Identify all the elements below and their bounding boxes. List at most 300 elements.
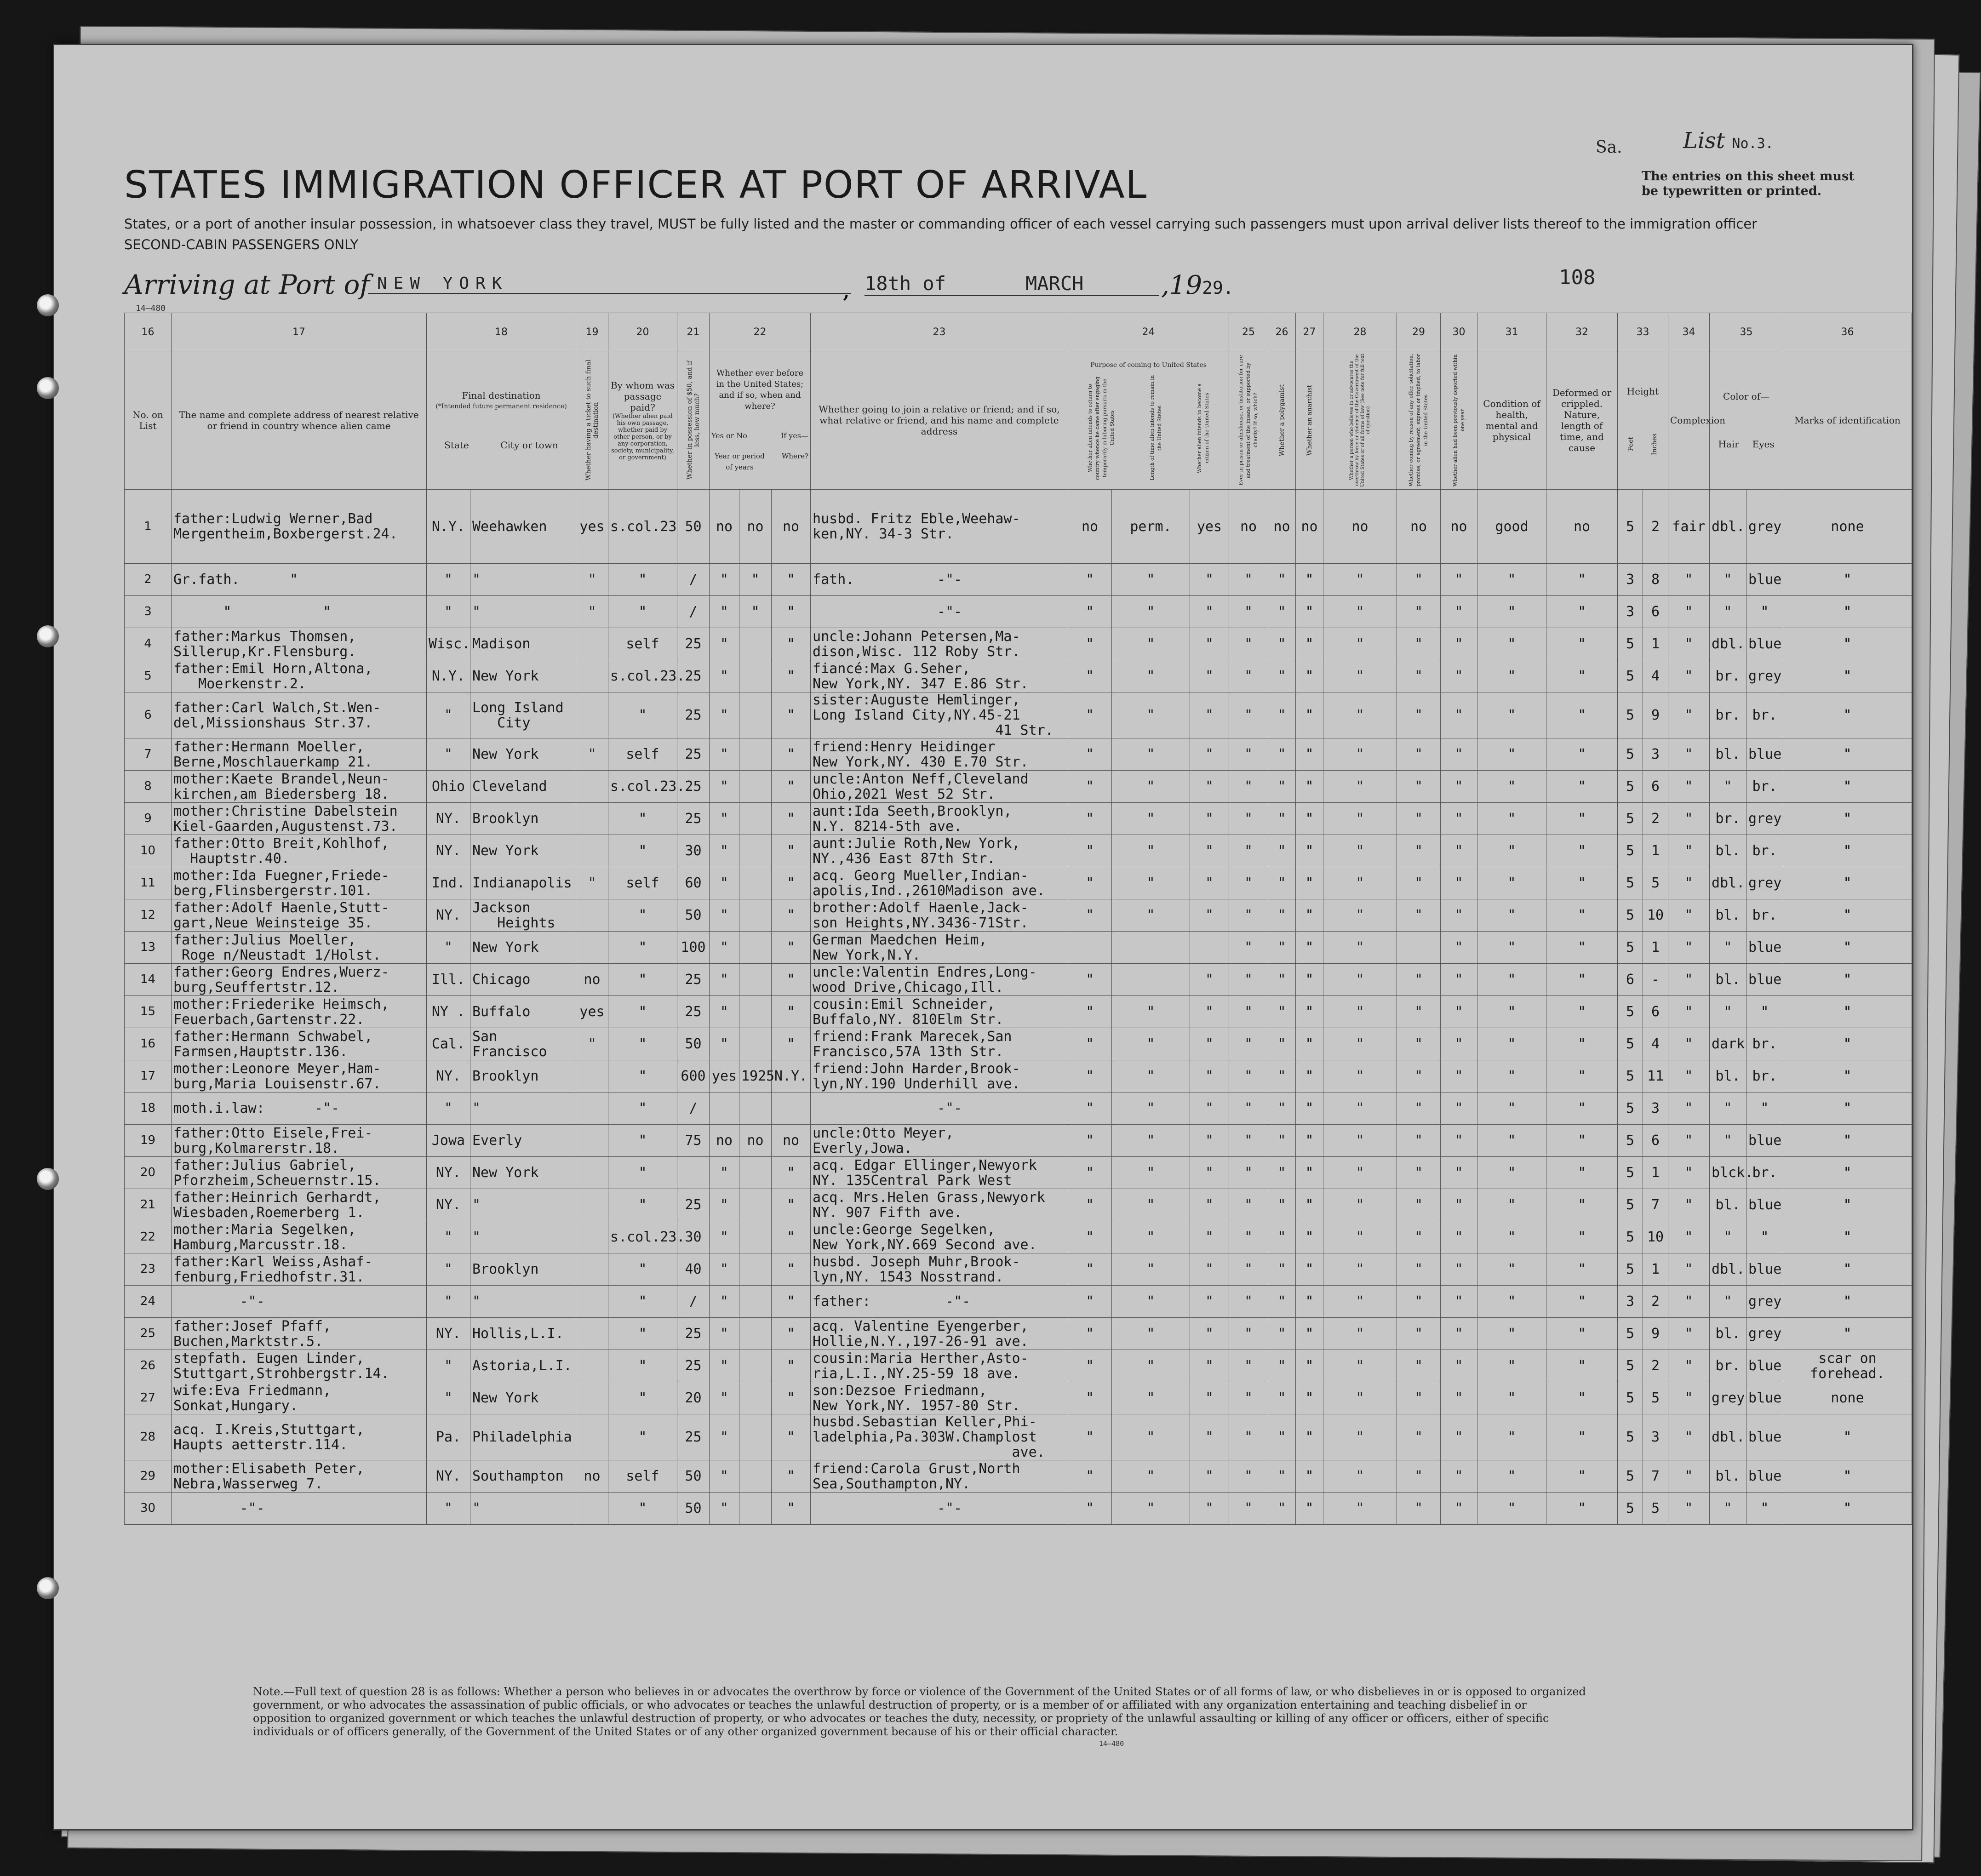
before-in-us-cell: " (710, 867, 739, 899)
inches-cell: 6 (1643, 771, 1668, 803)
passage-paid-cell: " (608, 1125, 677, 1157)
joining-cell: acq. Valentine Eyengerber, Hollie,N.Y.,197-26-91 ave. (811, 1318, 1068, 1350)
ticket-cell: yes (576, 490, 608, 564)
prison-cell: " (1229, 835, 1268, 867)
anarchist-label: Whether an anarchist (1305, 384, 1313, 456)
feet-cell: 5 (1618, 1350, 1643, 1382)
labor-offer-cell: " (1397, 660, 1441, 692)
prison-cell: " (1229, 1460, 1268, 1493)
complexion-cell: " (1668, 803, 1710, 835)
complexion-cell: " (1668, 1318, 1710, 1350)
citizen-intent-cell: " (1190, 1460, 1229, 1493)
deported-cell: " (1441, 564, 1477, 596)
marks-cell: " (1783, 1125, 1912, 1157)
header-marks: Marks of identification (1783, 351, 1912, 490)
return-intent-cell: " (1068, 692, 1112, 738)
binder-hole (37, 625, 59, 647)
table-row (125, 932, 1912, 964)
marks-cell: " (1783, 596, 1912, 628)
prison-cell: " (1229, 1382, 1268, 1414)
feet-cell: 5 (1618, 1318, 1643, 1350)
deformed-cell: " (1546, 1189, 1618, 1221)
money-cell: 75 (677, 1125, 710, 1157)
eyes-cell: br. (1746, 1060, 1783, 1092)
passage-paid-cell: " (608, 1286, 677, 1318)
ticket-cell (576, 835, 608, 867)
city-cell: New York (470, 835, 576, 867)
health-cell: " (1477, 1460, 1546, 1493)
anarchist-cell: " (1296, 899, 1323, 932)
overthrow-label: Whether a person who believes in or advocates the overthrow by force or violence of the Government of the United States or of all forms of law (See note for full text of question) (1349, 354, 1371, 487)
joining-cell: -"- (811, 1493, 1068, 1525)
health-cell: " (1477, 835, 1546, 867)
relative-cell: father:Otto Breit,Kohlhof, Hauptstr.40. (172, 835, 427, 867)
feet-cell: 5 (1618, 1028, 1643, 1060)
overthrow-cell: " (1323, 867, 1397, 899)
return-intent-cell: " (1068, 1125, 1112, 1157)
marks-cell: " (1783, 1189, 1912, 1221)
polygamist-cell: " (1268, 564, 1296, 596)
where-cell: " (772, 596, 811, 628)
state-cell: Ill. (427, 964, 470, 996)
before-in-us-cell: " (710, 1493, 739, 1525)
overthrow-cell: " (1323, 964, 1397, 996)
port-value: NEW YORK (368, 274, 851, 294)
anarchist-cell: " (1296, 835, 1323, 867)
city-cell: Brooklyn (470, 1060, 576, 1092)
where-cell: " (772, 867, 811, 899)
deformed-cell: " (1546, 1350, 1618, 1382)
row-number: 4 (125, 628, 172, 660)
period-cell (739, 1460, 772, 1493)
relative-cell: father:Emil Horn,Altona, Moerkenstr.2. (172, 660, 427, 692)
ticket-cell: no (576, 964, 608, 996)
complexion-cell: " (1668, 1460, 1710, 1493)
header-if-yes: If yes— (780, 431, 809, 440)
state-cell: NY. (427, 803, 470, 835)
anarchist-cell: " (1296, 564, 1323, 596)
table-row (125, 1157, 1912, 1189)
citizen-intent-cell: " (1190, 1382, 1229, 1414)
relative-cell: father:Karl Weiss,Ashaf- fenburg,Friedhofstr.31. (172, 1253, 427, 1286)
eyes-cell: br. (1746, 1028, 1783, 1060)
deformed-cell: " (1546, 867, 1618, 899)
polygamist-cell: " (1268, 1318, 1296, 1350)
hair-cell: dbl. (1710, 1253, 1746, 1286)
table-row (125, 1460, 1912, 1493)
state-cell: Cal. (427, 1028, 470, 1060)
return-intent-cell: " (1068, 1221, 1112, 1253)
eyes-cell: grey (1746, 1318, 1783, 1350)
separator: , (842, 276, 850, 303)
city-cell: " (470, 1286, 576, 1318)
passage-paid-cell: " (608, 964, 677, 996)
anarchist-cell: " (1296, 1157, 1323, 1189)
row-number: 18 (125, 1092, 172, 1125)
period-cell (739, 1382, 772, 1414)
deformed-cell: " (1546, 771, 1618, 803)
polygamist-cell: no (1268, 490, 1296, 564)
inches-cell: 10 (1643, 1221, 1668, 1253)
header-eyes: Eyes (1752, 439, 1775, 450)
deported-cell: " (1441, 628, 1477, 660)
city-cell: " (470, 1092, 576, 1125)
hair-cell: bl. (1710, 835, 1746, 867)
relative-cell: father:Julius Moeller, Roge n/Neustadt 1/Holst. (172, 932, 427, 964)
period-cell (739, 1318, 772, 1350)
state-cell: " (427, 1253, 470, 1286)
health-cell: " (1477, 1189, 1546, 1221)
city-cell: Southampton (470, 1460, 576, 1493)
polygamist-cell: " (1268, 1460, 1296, 1493)
complexion-cell: " (1668, 738, 1710, 771)
feet-cell: 3 (1618, 564, 1643, 596)
deported-cell: " (1441, 803, 1477, 835)
citizen-intent-cell: " (1190, 660, 1229, 692)
final-destination-label: Final destination (462, 390, 541, 401)
return-intent-cell: " (1068, 738, 1112, 771)
complexion-cell: " (1668, 1189, 1710, 1221)
period-cell: no (739, 490, 772, 564)
table-row (125, 1253, 1912, 1286)
labor-offer-cell: no (1397, 490, 1441, 564)
eyes-cell: grey (1746, 803, 1783, 835)
citizen-intent-cell: " (1190, 899, 1229, 932)
polygamist-cell: " (1268, 1221, 1296, 1253)
labor-offer-cell: " (1397, 738, 1441, 771)
labor-offer-cell: " (1397, 1350, 1441, 1382)
passage-paid-cell: self (608, 1460, 677, 1493)
city-cell: Madison (470, 628, 576, 660)
column-number: 19 (576, 313, 608, 351)
row-number: 15 (125, 996, 172, 1028)
relative-cell: wife:Eva Friedmann, Sonkat,Hungary. (172, 1382, 427, 1414)
header-polygamist (1268, 351, 1296, 490)
complexion-cell: " (1668, 835, 1710, 867)
period-cell: " (739, 564, 772, 596)
feet-cell: 5 (1618, 490, 1643, 564)
anarchist-cell: " (1296, 803, 1323, 835)
polygamist-cell: " (1268, 1092, 1296, 1125)
deformed-cell: " (1546, 1157, 1618, 1189)
before-in-us-cell: " (710, 738, 739, 771)
passage-paid-cell: " (608, 1382, 677, 1414)
row-number: 8 (125, 771, 172, 803)
citizen-intent-cell: " (1190, 1318, 1229, 1350)
length-of-stay-cell: " (1112, 1092, 1190, 1125)
prison-cell: " (1229, 867, 1268, 899)
hair-cell: bl. (1710, 1318, 1746, 1350)
anarchist-cell: " (1296, 1493, 1323, 1525)
citizen-intent-cell: " (1190, 738, 1229, 771)
table-row (125, 660, 1912, 692)
relative-cell: father:Markus Thomsen, Sillerup,Kr.Flensburg. (172, 628, 427, 660)
health-cell: " (1477, 1221, 1546, 1253)
money-cell: 25 (677, 771, 710, 803)
deformed-cell: " (1546, 692, 1618, 738)
inches-cell: 1 (1643, 932, 1668, 964)
eyes-cell: " (1746, 1092, 1783, 1125)
length-of-stay-cell: " (1112, 1350, 1190, 1382)
state-cell: Jowa (427, 1125, 470, 1157)
joining-cell: uncle:George Segelken, New York,NY.669 Second ave. (811, 1221, 1068, 1253)
return-intent-cell: " (1068, 596, 1112, 628)
ticket-cell (576, 628, 608, 660)
labor-offer-cell: " (1397, 1414, 1441, 1460)
deformed-cell: " (1546, 564, 1618, 596)
ticket-cell (576, 1382, 608, 1414)
inches-cell: 2 (1643, 803, 1668, 835)
return-intent-cell: " (1068, 899, 1112, 932)
money-cell: 30 (677, 1221, 710, 1253)
prison-cell: " (1229, 1092, 1268, 1125)
polygamist-cell: " (1268, 628, 1296, 660)
column-number: 36 (1783, 313, 1912, 351)
prison-cell: " (1229, 738, 1268, 771)
citizen-intent-label: Whether alien intends to become a citizen of the United States (1196, 383, 1210, 473)
footnote: Note.—Full text of question 28 is as follows: Whether a person who believes in or advocates the overthrow by force or violence of the Government of the United States or of all forms of law, or who disbelieves in or is opposed to organized government, or who advocates the assassination of public officials, or who advocates or teaches the unlawful destruction of property, or is a member of or affiliated with any organization entertaining and teaching disbelief in or opposition to organized government or which teaches the unlawful destruction of property, or who advocates or teaches the duty, necessity, or propriety of the unlawful assaulting or killing of any officer or officers, either of specific individuals or of officers generally, of the Government of the United States or of any other organized government because of his or their official character. (253, 1685, 1586, 1738)
passage-paid-cell: self (608, 738, 677, 771)
overthrow-cell: " (1323, 803, 1397, 835)
hair-cell: br. (1710, 803, 1746, 835)
state-cell: NY. (427, 1460, 470, 1493)
health-cell: " (1477, 596, 1546, 628)
city-cell: Jackson Heights (470, 899, 576, 932)
row-number: 25 (125, 1318, 172, 1350)
prison-cell: " (1229, 1060, 1268, 1092)
deported-cell: " (1441, 964, 1477, 996)
money-cell: 50 (677, 490, 710, 564)
city-cell: Cleveland (470, 771, 576, 803)
anarchist-cell: " (1296, 1286, 1323, 1318)
table-row (125, 835, 1912, 867)
where-cell: " (772, 803, 811, 835)
length-of-stay-cell: " (1112, 660, 1190, 692)
instruction-text: The entries on this sheet must be typewritten or printed. (1642, 169, 1855, 198)
return-intent-cell: " (1068, 628, 1112, 660)
binder-hole (37, 377, 59, 399)
city-cell: San Francisco (470, 1028, 576, 1060)
hair-cell: " (1710, 1221, 1746, 1253)
deported-cell: " (1441, 1493, 1477, 1525)
header-health: Condition of health, mental and physical (1477, 351, 1546, 490)
marks-cell: " (1783, 564, 1912, 596)
relative-cell: father:Carl Walch,St.Wen- del,Missionshaus Str.37. (172, 692, 427, 738)
feet-cell: 5 (1618, 1157, 1643, 1189)
column-number: 26 (1268, 313, 1296, 351)
header-ticket (576, 351, 608, 490)
inches-cell: 7 (1643, 1189, 1668, 1221)
money-cell: 50 (677, 1460, 710, 1493)
marks-cell: " (1783, 1414, 1912, 1460)
citizen-intent-cell: yes (1190, 490, 1229, 564)
ticket-cell (576, 1286, 608, 1318)
row-number: 22 (125, 1221, 172, 1253)
passage-paid-cell: " (608, 1157, 677, 1189)
polygamist-cell: " (1268, 964, 1296, 996)
column-number: 27 (1296, 313, 1323, 351)
passage-paid-cell: " (608, 1414, 677, 1460)
inches-cell: 6 (1643, 596, 1668, 628)
hair-cell: bl. (1710, 1060, 1746, 1092)
passenger-class: SECOND-CABIN PASSENGERS ONLY (124, 237, 359, 252)
overthrow-cell: " (1323, 628, 1397, 660)
polygamist-cell: " (1268, 899, 1296, 932)
ticket-cell (576, 1414, 608, 1460)
before-in-us-cell: " (710, 899, 739, 932)
length-of-stay-cell: " (1112, 1189, 1190, 1221)
deported-cell: " (1441, 1350, 1477, 1382)
relative-cell: stepfath. Eugen Linder, Stuttgart,Strohbergstr.14. (172, 1350, 427, 1382)
joining-cell: aunt:Julie Roth,New York, NY.,436 East 87th Str. (811, 835, 1068, 867)
health-cell: " (1477, 803, 1546, 835)
return-intent-cell: " (1068, 1493, 1112, 1525)
anarchist-cell: " (1296, 628, 1323, 660)
deported-cell: " (1441, 1060, 1477, 1092)
joining-cell: brother:Adolf Haenle,Jack- son Heights,NY.3436-71Str. (811, 899, 1068, 932)
labor-offer-cell: " (1397, 1157, 1441, 1189)
marks-cell: " (1783, 1318, 1912, 1350)
hair-cell: " (1710, 771, 1746, 803)
polygamist-label: Whether a polygamist (1278, 384, 1286, 457)
relative-cell: mother:Christine Dabelstein Kiel-Gaarden,Augustenst.73. (172, 803, 427, 835)
inches-cell: - (1643, 964, 1668, 996)
polygamist-cell: " (1268, 803, 1296, 835)
citizen-intent-cell: " (1190, 1253, 1229, 1286)
polygamist-cell: " (1268, 835, 1296, 867)
overthrow-cell: " (1323, 1157, 1397, 1189)
money-cell: 25 (677, 1350, 710, 1382)
ticket-cell (576, 1318, 608, 1350)
passage-paid-cell: s.col.23. (608, 771, 677, 803)
deported-cell: " (1441, 771, 1477, 803)
labor-offer-cell: " (1397, 771, 1441, 803)
column-number: 34 (1668, 313, 1710, 351)
prison-cell: " (1229, 1318, 1268, 1350)
deformed-cell: " (1546, 1060, 1618, 1092)
polygamist-cell: " (1268, 1350, 1296, 1382)
inches-cell: 2 (1643, 1286, 1668, 1318)
deformed-cell: " (1546, 1382, 1618, 1414)
prison-cell: " (1229, 1189, 1268, 1221)
ticket-cell (576, 932, 608, 964)
eyes-cell: " (1746, 996, 1783, 1028)
health-cell: " (1477, 1382, 1546, 1414)
health-cell: " (1477, 564, 1546, 596)
eyes-cell: br. (1746, 899, 1783, 932)
column-number: 18 (427, 313, 576, 351)
period-cell (739, 899, 772, 932)
passenger-ledger (124, 313, 1912, 1525)
year-prefix: 19 (1169, 270, 1202, 300)
state-cell: Wisc. (427, 628, 470, 660)
money-cell: 25 (677, 1414, 710, 1460)
city-cell: Philadelphia (470, 1414, 576, 1460)
joining-cell: acq. Edgar Ellinger,Newyork NY. 135Central Park West (811, 1157, 1068, 1189)
joining-cell: father: -"- (811, 1286, 1068, 1318)
hair-cell: " (1710, 1125, 1746, 1157)
anarchist-cell: " (1296, 1028, 1323, 1060)
length-of-stay-cell: " (1112, 738, 1190, 771)
passage-paid-cell: " (608, 1189, 677, 1221)
prison-cell: no (1229, 490, 1268, 564)
where-cell: " (772, 1286, 811, 1318)
prison-cell: " (1229, 1350, 1268, 1382)
column-number: 35 (1710, 313, 1783, 351)
prison-cell: " (1229, 1493, 1268, 1525)
deformed-cell: " (1546, 1318, 1618, 1350)
before-in-us-cell: " (710, 803, 739, 835)
table-row (125, 628, 1912, 660)
inches-cell: 2 (1643, 1350, 1668, 1382)
complexion-cell: " (1668, 899, 1710, 932)
joining-cell: cousin:Emil Schneider, Buffalo,NY. 810Elm Str. (811, 996, 1068, 1028)
where-cell: " (772, 1028, 811, 1060)
city-cell: New York (470, 1157, 576, 1189)
period-cell (739, 771, 772, 803)
money-cell: 25 (677, 1318, 710, 1350)
money-cell: / (677, 596, 710, 628)
citizen-intent-cell: " (1190, 803, 1229, 835)
period-cell (739, 867, 772, 899)
citizen-intent-cell: " (1190, 1092, 1229, 1125)
eyes-cell: blue (1746, 1382, 1783, 1414)
ledger-body (125, 490, 1912, 1525)
row-number: 13 (125, 932, 172, 964)
before-in-us-cell: " (710, 1460, 739, 1493)
joining-cell: fiancé:Max G.Seher, New York,NY. 347 E.86 Str. (811, 660, 1068, 692)
eyes-cell: br. (1746, 1157, 1783, 1189)
header-no-on-list: No. on List (125, 351, 172, 490)
health-cell: " (1477, 692, 1546, 738)
health-cell: " (1477, 867, 1546, 899)
citizen-intent-cell: " (1190, 1060, 1229, 1092)
length-of-stay-cell: " (1112, 1221, 1190, 1253)
anarchist-cell: " (1296, 596, 1323, 628)
header-height (1618, 351, 1668, 490)
eyes-cell: blue (1746, 1189, 1783, 1221)
polygamist-cell: " (1268, 1493, 1296, 1525)
overthrow-cell: " (1323, 1350, 1397, 1382)
before-in-us-cell: " (710, 628, 739, 660)
health-cell: " (1477, 1092, 1546, 1125)
deported-cell: " (1441, 1092, 1477, 1125)
row-number: 12 (125, 899, 172, 932)
anarchist-cell: " (1296, 867, 1323, 899)
period-cell (739, 628, 772, 660)
marks-cell: " (1783, 1286, 1912, 1318)
length-of-stay-cell: " (1112, 1460, 1190, 1493)
table-row (125, 771, 1912, 803)
labor-offer-cell: " (1397, 1060, 1441, 1092)
state-cell: Ohio (427, 771, 470, 803)
money-cell: 50 (677, 899, 710, 932)
health-cell: " (1477, 1028, 1546, 1060)
before-in-us-cell: " (710, 996, 739, 1028)
city-cell: Long Island City (470, 692, 576, 738)
length-of-stay-cell: " (1112, 867, 1190, 899)
money-cell: 25 (677, 996, 710, 1028)
deported-cell: " (1441, 867, 1477, 899)
overthrow-cell: " (1323, 1253, 1397, 1286)
header-labor-offer (1397, 351, 1441, 490)
money-cell: 25 (677, 628, 710, 660)
length-of-stay-cell: " (1112, 899, 1190, 932)
citizen-intent-cell: " (1190, 692, 1229, 738)
state-cell: Pa. (427, 1414, 470, 1460)
joining-cell: husbd.Sebastian Keller,Phi- ladelphia,Pa.303W.Champlost ave. (811, 1414, 1068, 1460)
complexion-cell: " (1668, 1493, 1710, 1525)
